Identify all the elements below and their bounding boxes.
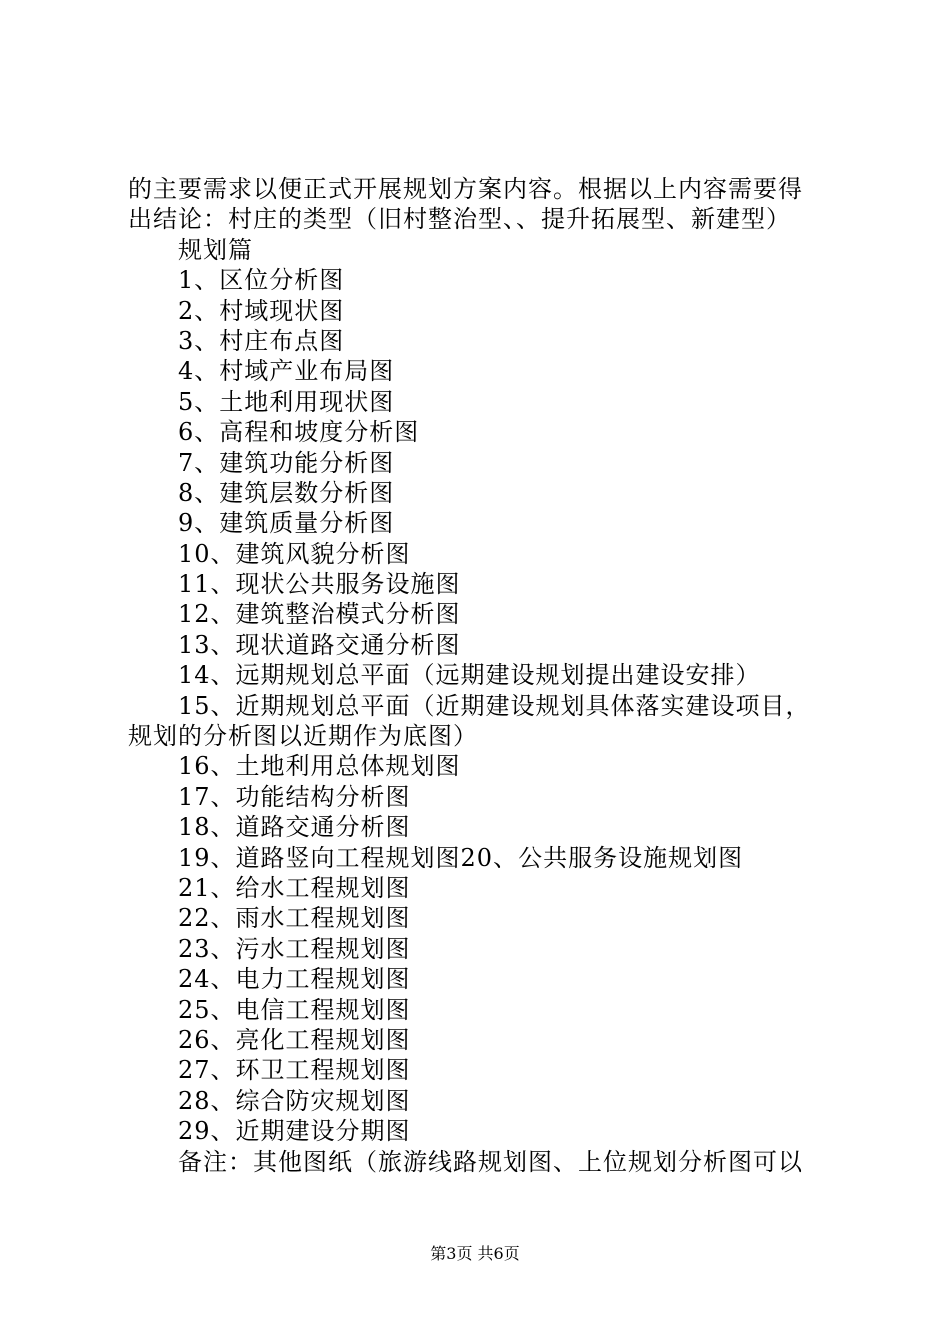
text-line: 7、建筑功能分析图 <box>178 448 395 477</box>
document-body <box>128 174 838 1177</box>
text-line: 27、环卫工程规划图 <box>178 1056 411 1085</box>
text-line: 15、近期规划总平面（近期建设规划具体落实建设项目， <box>178 691 811 720</box>
text-line: 23、污水工程规划图 <box>178 934 411 963</box>
text-line: 备注：其他图纸（旅游线路规划图、上位规划分析图可以 <box>178 1147 803 1176</box>
text-line: 19、道路竖向工程规划图20、公共服务设施规划图 <box>178 843 744 872</box>
text-line: 28、综合防灾规划图 <box>178 1086 411 1115</box>
text-line: 9、建筑质量分析图 <box>178 509 395 538</box>
text-line: 的主要需求以便正式开展规划方案内容。根据以上内容需要得 <box>128 175 803 203</box>
text-line: 26、亮化工程规划图 <box>178 1025 411 1054</box>
text-line: 8、建筑层数分析图 <box>178 478 395 507</box>
text-line: 6、高程和坡度分析图 <box>178 418 420 447</box>
text-line: 5、土地利用现状图 <box>178 387 395 416</box>
text-line: 22、雨水工程规划图 <box>178 904 411 933</box>
text-line: 13、现状道路交通分析图 <box>178 630 461 659</box>
text-line: 规划的分析图以近期作为底图） <box>128 722 478 751</box>
text-line: 16、土地利用总体规划图 <box>178 752 461 781</box>
text-line: 规划篇 <box>178 235 253 264</box>
text-line: 21、给水工程规划图 <box>178 873 411 902</box>
text-line: 17、功能结构分析图 <box>178 782 411 811</box>
text-line: 25、电信工程规划图 <box>178 995 411 1024</box>
text-line: 14、远期规划总平面（远期建设规划提出建设安排） <box>178 661 761 690</box>
text-line: 10、建筑风貌分析图 <box>178 539 411 568</box>
text-line: 12、建筑整治模式分析图 <box>178 600 461 629</box>
text-line: 29、近期建设分期图 <box>178 1117 411 1146</box>
page-footer: 第3页 共6页 <box>430 1244 520 1263</box>
text-line: 出结论：村庄的类型（旧村整治型、、提升拓展型、新建型） <box>128 205 791 234</box>
text-line: 1、区位分析图 <box>178 266 345 295</box>
text-line: 11、现状公共服务设施图 <box>178 570 461 599</box>
text-line: 4、村域产业布局图 <box>178 357 395 386</box>
text-line: 24、电力工程规划图 <box>178 965 411 994</box>
text-line: 18、道路交通分析图 <box>178 813 411 842</box>
text-line: 2、村域现状图 <box>178 296 345 325</box>
text-line: 3、村庄布点图 <box>178 326 345 355</box>
